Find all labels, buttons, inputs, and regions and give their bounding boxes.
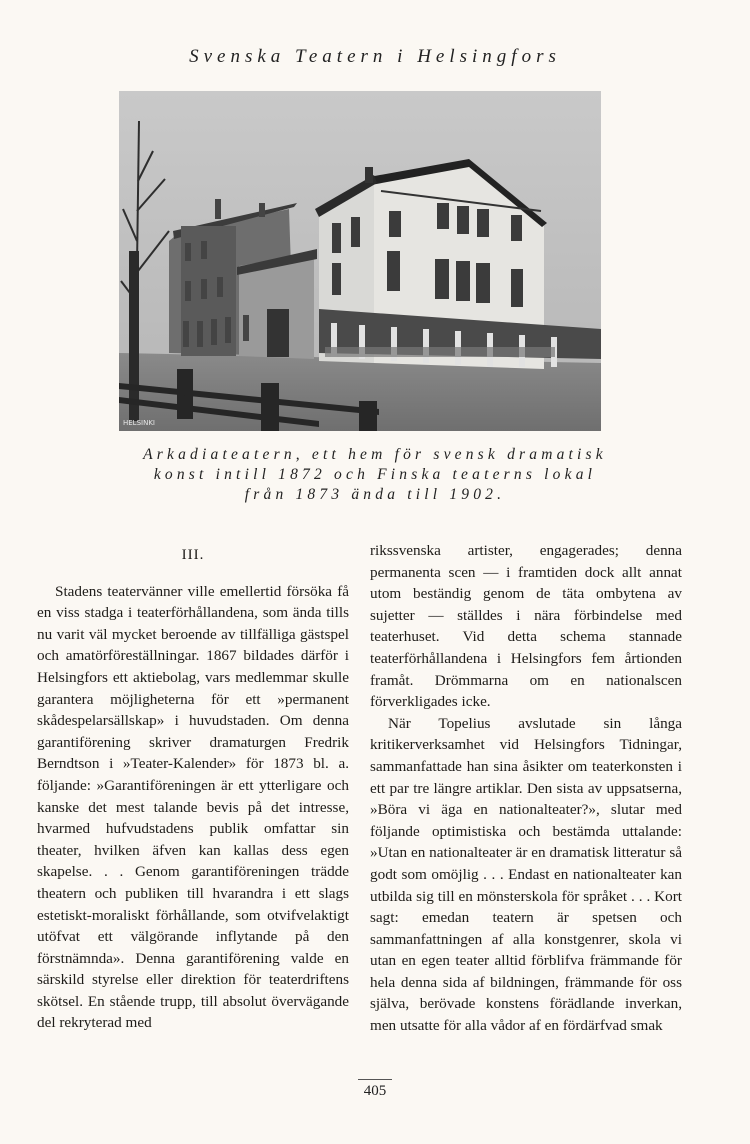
right-column	[370, 540, 682, 1037]
paragraph: Stadens teatervänner ville emellertid försöka få en viss stadga i teaterförhållandena, som ända tills nu varit väl mycket beroende av tillfälliga gästspel och amatörföreställningar. 1867 bildades därför i Helsingfors ett aktiebolag, vars medlemmar skulle garantera möjligheterna för ett »permanent skådespelarsällskap» i huvudstaden. Om denna garantiförening skriver dramaturgen Fredrik Berndtson i »Teater-Kalender» för 1873 bl. a. följande: »Garantiföreningen är ett ytterligare och kanske det mest talande bevis på det intresse, hvarmed hufvudstadens publik omfattar sin theater, hvilken äfven kan kallas dess egen skapelse. . . Genom garantiföreningen trädde theatern och publiken till hvarandra i ett slags estetiskt-moraliskt förhållande, som otvifvelaktigt utöfvat ett välgörande inflytande på den förstnämnda». Denna garantiförening valde en särskild styrelse eller direktion för teaterdriftens skötsel. En stående trupp, till absolut övervägande del rekryterad med	[37, 582, 349, 1032]
caption-line: Arkadiateatern, ett hem för svensk dramatisk	[143, 446, 607, 463]
running-head: Svenska Teatern i Helsingfors	[189, 46, 561, 67]
photo-caption	[110, 445, 640, 505]
section-number: III.	[181, 547, 205, 563]
page-number-rule	[358, 1079, 392, 1080]
photo-corner-text: HELSINKI	[123, 419, 155, 427]
caption-line: konst intill 1872 och Finska teaterns lokal	[153, 466, 597, 483]
paragraph: När Topelius avslutade sin långa kritikerverksamhet vid Helsingfors Tidningar, sammanfattade han sina åsikter om teaterkonsten i ett par tre längre artiklar. Den sista av uppsatserna, »Böra vi äga en nationalteater?», slutar med följande optimistiska och bestämda uttalande: »Utan en nationalteater är en dramatisk litteratur så godt som omöjlig . . . Endast en nationalteater kan utbilda sig till en mönsterskola för språket . . . Kort sagt: emedan teatern är spetsen och sammanfattningen af alla konstgenrer, skola vi utan en egen teater alltid förblifva främmande för hela denna sida af bildningen, främmande för oss själva, berövade konstens förädlande inverkan, men utsatte för alla vådor af en fördärfvad smak	[370, 714, 682, 1035]
left-column	[37, 545, 349, 1034]
page-number	[0, 1079, 750, 1100]
theatre-photograph	[119, 91, 601, 431]
paragraph: rikssvenska artister, engagerades; denna permanenta scen — i framtiden dock allt annat utom beständig genom de täta ombytena av sujetter — ställdes i nära förbindelse med teaterhuset. Vid detta schema stannade teaterförhållandena i Helsingfors fem årtionden framåt. Drömmarna om en nationalscen förverkligades icke.	[370, 542, 682, 711]
page-number-text: 405	[363, 1083, 387, 1099]
caption-line: från 1873 ända till 1902.	[244, 486, 506, 503]
